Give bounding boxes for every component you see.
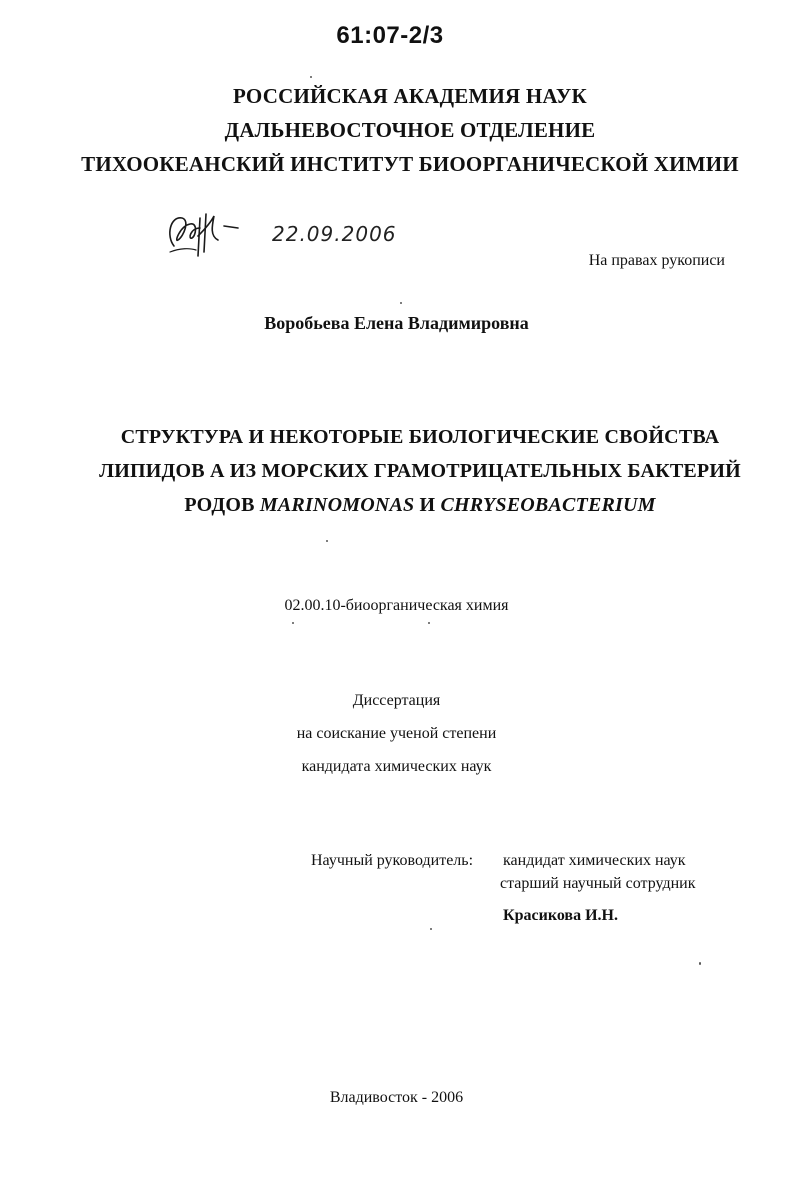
genus-chryseobacterium: CHRYSEOBACTERIUM <box>440 494 656 516</box>
supervisor-name: Красикова И.Н. <box>503 907 618 924</box>
supervisor-degree: кандидат химических наук <box>503 852 686 869</box>
scan-speck <box>428 622 430 624</box>
title-line-2: ЛИПИДОВ А ИЗ МОРСКИХ ГРАМОТРИЦАТЕЛЬНЫХ БАКТЕРИЙ <box>99 460 741 482</box>
organization-line-2: ДАЛЬНЕВОСТОЧНОЕ ОТДЕЛЕНИЕ <box>224 118 596 142</box>
scan-speck <box>326 540 328 542</box>
specialty-code: 02.00.10-биоорганическая химия <box>284 597 509 614</box>
genus-marinomonas: MARINOMONAS <box>259 494 415 516</box>
scan-speck <box>310 76 312 78</box>
dissertation-label: Диссертация <box>352 692 441 709</box>
title-line-1: СТРУКТУРА И НЕКОТОРЫЕ БИОЛОГИЧЕСКИЕ СВОЙСТВА <box>120 426 720 448</box>
degree-purpose: на соискание ученой степени <box>296 725 497 742</box>
archive-code: 61:07-2/3 <box>336 22 444 49</box>
title-line-3 <box>60 494 780 517</box>
scan-speck <box>430 928 432 930</box>
organization-line-3: ТИХООКЕАНСКИЙ ИНСТИТУТ БИООРГАНИЧЕСКОЙ ХИМИИ <box>81 152 739 176</box>
handwritten-signature <box>160 206 250 267</box>
handwritten-date: 22.09.2006 <box>272 222 397 246</box>
city-year: Владивосток - 2006 <box>329 1089 464 1106</box>
scan-speck <box>292 622 294 624</box>
scan-speck <box>699 962 701 965</box>
title-line-3-prefix: РОДОВ <box>184 494 260 516</box>
supervisor-label: Научный руководитель: <box>311 852 474 869</box>
supervisor-position: старший научный сотрудник <box>500 875 696 892</box>
degree-name: кандидата химических наук <box>301 758 492 775</box>
title-line-3-conjunction: И <box>414 494 441 516</box>
organization-line-1: РОССИЙСКАЯ АКАДЕМИЯ НАУК <box>233 84 587 108</box>
scan-speck <box>400 302 402 304</box>
author-name: Воробьева Елена Владимировна <box>264 313 529 333</box>
rights-notice: На правах рукописи <box>588 252 725 269</box>
